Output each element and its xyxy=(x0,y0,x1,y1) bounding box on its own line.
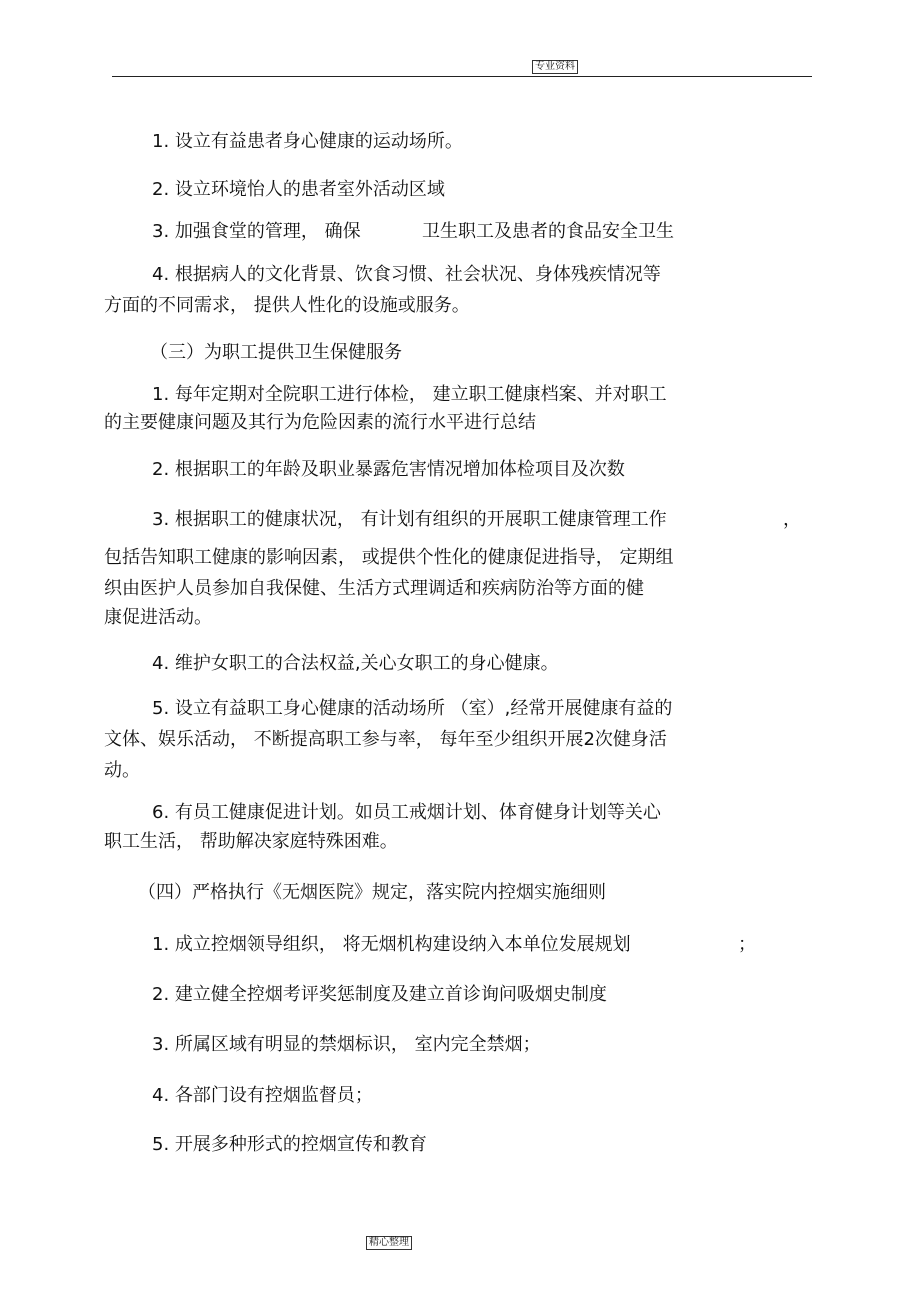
footer-label: 精心整理 xyxy=(366,1236,412,1250)
section-heading: （三）为职工提供卫生保健服务 xyxy=(150,342,402,363)
header-label: 专业资料 xyxy=(532,60,578,74)
paragraph-line: 1. 设立有益患者身心健康的运动场所。 xyxy=(152,131,463,152)
paragraph-line: 文体、娱乐活动， 不断提高职工参与率， 每年至少组织开展2次健身活 xyxy=(104,729,667,750)
paragraph-line: 2. 建立健全控烟考评奖惩制度及建立首诊询问吸烟史制度 xyxy=(152,984,607,1005)
paragraph-line: 动。 xyxy=(104,760,140,781)
paragraph-line: 5. 开展多种形式的控烟宣传和教育 xyxy=(152,1134,427,1155)
paragraph-line: 3. 所属区域有明显的禁烟标识， 室内完全禁烟； xyxy=(152,1034,541,1055)
paragraph-line: ， xyxy=(783,509,801,530)
paragraph-line: ； xyxy=(738,934,756,955)
paragraph-line: 3. 加强食堂的管理， 确保 xyxy=(152,221,361,242)
paragraph-line: 包括告知职工健康的影响因素， 或提供个性化的健康促进指导， 定期组 xyxy=(104,547,674,568)
paragraph-line: 4. 根据病人的文化背景、饮食习惯、社会状况、身体残疾情况等 xyxy=(152,264,661,285)
paragraph-line: 职工生活， 帮助解决家庭特殊困难。 xyxy=(104,831,398,852)
paragraph-line: 3. 根据职工的健康状况， 有计划有组织的开展职工健康管理工作 xyxy=(152,509,667,530)
paragraph-line: 的主要健康问题及其行为危险因素的流行水平进行总结 xyxy=(104,412,536,433)
paragraph-line: 6. 有员工健康促进计划。如员工戒烟计划、体育健身计划等关心 xyxy=(152,802,661,823)
header-divider xyxy=(112,76,812,77)
paragraph-line: 4. 维护女职工的合法权益,关心女职工的身心健康。 xyxy=(152,653,559,674)
paragraph-line: 1. 成立控烟领导组织， 将无烟机构建设纳入本单位发展规划 xyxy=(152,934,631,955)
paragraph-line: 方面的不同需求， 提供人性化的设施或服务。 xyxy=(104,295,470,316)
paragraph-line: 卫生职工及患者的食品安全卫生 xyxy=(422,221,674,242)
paragraph-line: 2. 根据职工的年龄及职业暴露危害情况增加体检项目及次数 xyxy=(152,459,625,480)
paragraph-line: 4. 各部门设有控烟监督员； xyxy=(152,1085,373,1106)
paragraph-line: 5. 设立有益职工身心健康的活动场所 （室）,经常开展健康有益的 xyxy=(152,698,673,719)
paragraph-line: 织由医护人员参加自我保健、生活方式理调适和疾病防治等方面的健 xyxy=(104,578,644,599)
section-heading: （四）严格执行《无烟医院》规定，落实院内控烟实施细则 xyxy=(138,882,606,903)
paragraph-line: 2. 设立环境怡人的患者室外活动区域 xyxy=(152,179,445,200)
paragraph-line: 康促进活动。 xyxy=(104,607,212,628)
paragraph-line: 1. 每年定期对全院职工进行体检， 建立职工健康档案、并对职工 xyxy=(152,384,667,405)
